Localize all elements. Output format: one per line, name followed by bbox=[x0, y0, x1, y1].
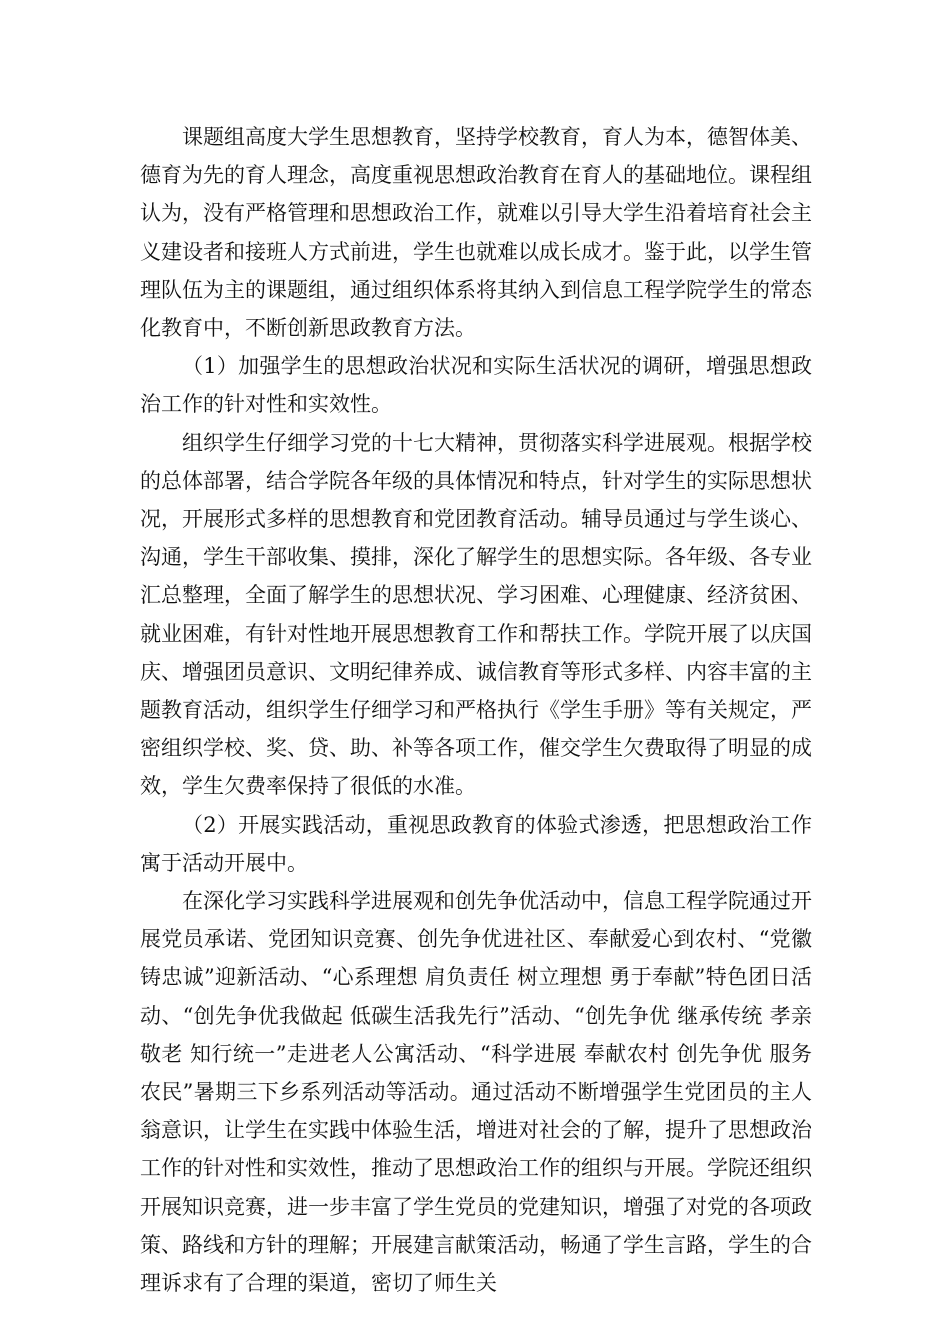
paragraph-heading-1: （1）加强学生的思想政治状况和实际生活状况的调研，增强思想政治工作的针对性和实效性。 bbox=[140, 354, 812, 417]
document-body bbox=[140, 118, 812, 1302]
paragraph-heading-2: （2）开展实践活动，重视思政教育的体验式渗透，把思想政治工作寓于活动开展中。 bbox=[140, 812, 812, 875]
paragraph-research: 组织学生仔细学习党的十七大精神，贯彻落实科学进展观。根据学校的总体部署，结合学院各年级的具体情况和特点，针对学生的实际思想状况，开展形式多样的思想教育和党团教育活动。辅导员通过与学生谈心、沟通，学生干部收集、摸排，深化了解学生的思想实际。各年级、各专业汇总整理，全面了解学生的思想状况、学习困难、心理健康、经济贫困、就业困难，有针对性地开展思想教育工作和帮扶工作。学院开展了以庆国庆、增强团员意识、文明纪律养成、诚信教育等形式多样、内容丰富的主题教育活动，组织学生仔细学习和严格执行《学生手册》等有关规定，严密组织学校、奖、贷、助、补等各项工作，催交学生欠费取得了明显的成效，学生欠费率保持了很低的水准。 bbox=[140, 430, 812, 799]
paragraph-intro: 课题组高度大学生思想教育，坚持学校教育，育人为本，德智体美、德育为先的育人理念，高度重视思想政治教育在育人的基础地位。课程组认为，没有严格管理和思想政治工作，就难以引导大学生沿着培育社会主义建设者和接班人方式前进，学生也就难以成长成才。鉴于此，以学生管理队伍为主的课题组，通过组织体系将其纳入到信息工程学院学生的常态化教育中，不断创新思政教育方法。 bbox=[140, 125, 812, 341]
paragraph-practice: 在深化学习实践科学进展观和创先争优活动中，信息工程学院通过开展党员承诺、党团知识竞赛、创先争优进社区、奉献爱心到农村、“党徽铸忠诚”迎新活动、“心系理想 肩负责任 树立理想 勇于奉献”特色团日活动、“创先争优我做起 低碳生活我先行”活动、“创先争优 继承传统 孝亲敬老 知行统一”走进老人公寓活动、“科学进展 奉献农村 创先争优 服务农民”暑期三下乡系列活动等活动。通过活动不断增强学生党团员的主人翁意识，让学生在实践中体验生活，增进对社会的了解，提升了思想政治工作的针对性和实效性，推动了思想政治工作的组织与开展。学院还组织开展知识竞赛，进一步丰富了学生党员的党建知识，增强了对党的各项政策、路线和方针的理解；开展建言献策活动，畅通了学生言路，学生的合理诉求有了合理的渠道，密切了师生关 bbox=[140, 889, 812, 1296]
